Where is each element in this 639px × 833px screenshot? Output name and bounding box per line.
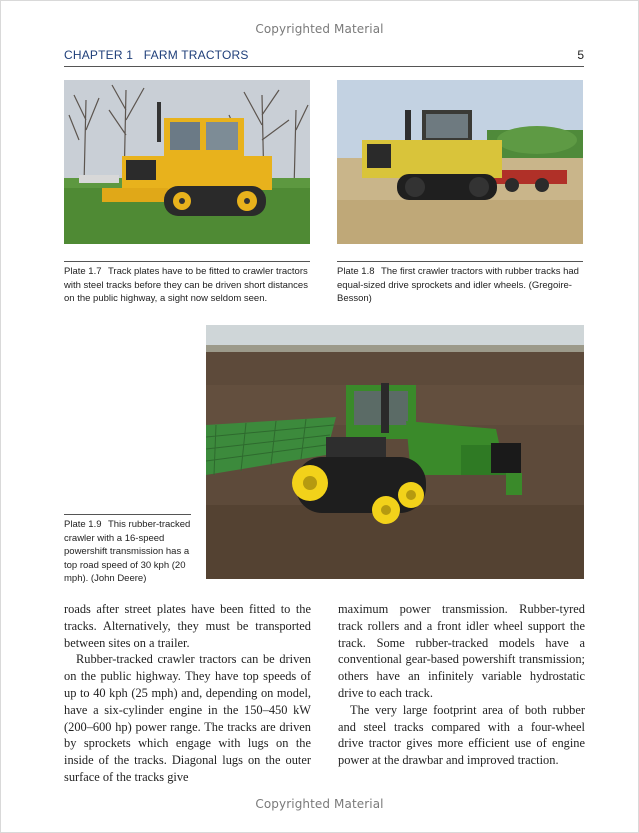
photo-plate-1-9 xyxy=(206,325,584,579)
chapter-heading xyxy=(64,48,249,62)
caption-plate-1-8 xyxy=(337,261,583,306)
caption-text: This rubber-tracked crawler with a 16-speed powershift transmission has a top road speed of 30 kph (20 mph). (John Deere) xyxy=(64,519,191,584)
chapter-number: CHAPTER 1 xyxy=(64,48,134,62)
body-column-right xyxy=(338,601,585,769)
plate-label: Plate 1.7 xyxy=(64,266,102,277)
page-number: 5 xyxy=(577,48,584,62)
caption-plate-1-7 xyxy=(64,261,310,306)
caption-text: The first crawler tractors with rubber tracks had equal-sized drive sprockets and idler wheels. (Gregoire-Besson) xyxy=(337,266,579,304)
plate-label: Plate 1.8 xyxy=(337,266,375,277)
running-head xyxy=(64,46,584,67)
body-paragraph: roads after street plates have been fitted to the tracks. Alternatively, they must be transported between sites on a trailer. xyxy=(64,602,311,650)
copyright-watermark-bottom: Copyrighted Material xyxy=(255,797,384,811)
body-column-left xyxy=(64,601,311,786)
copyright-watermark-top: Copyrighted Material xyxy=(255,22,384,36)
photo-plate-1-7 xyxy=(64,80,310,244)
plate-label: Plate 1.9 xyxy=(64,519,102,530)
caption-plate-1-9 xyxy=(64,514,191,586)
body-paragraph: maximum power transmission. Rubber-tyred track rollers and a front idler wheel support the track. Some rubber-tracked models have a conventional gear-based powershift transmission; others have an infinitely variable hydrostatic drive to each track. xyxy=(338,602,585,700)
body-paragraph: Rubber-tracked crawler tractors can be driven on the public highway. They have top speeds of up to 40 kph (25 mph) and, depending on model, have a six-cylinder engine in the 150–450 kW (200–600 hp) power range. The tracks are driven by sprockets which engage with lugs on the inside of the tracks. Diagonal lugs on the outer surface of the tracks give xyxy=(64,652,311,784)
caption-text: Track plates have to be fitted to crawler tractors with steel tracks before they can be driven short distances on the public highway, a sight now seldom seen. xyxy=(64,266,308,304)
chapter-title: FARM TRACTORS xyxy=(143,48,249,62)
photo-plate-1-8 xyxy=(337,80,583,244)
body-paragraph: The very large footprint area of both rubber and steel tracks compared with a four-wheel drive tractor gives more efficient use of engine power at the drawbar and improved traction. xyxy=(338,702,585,768)
